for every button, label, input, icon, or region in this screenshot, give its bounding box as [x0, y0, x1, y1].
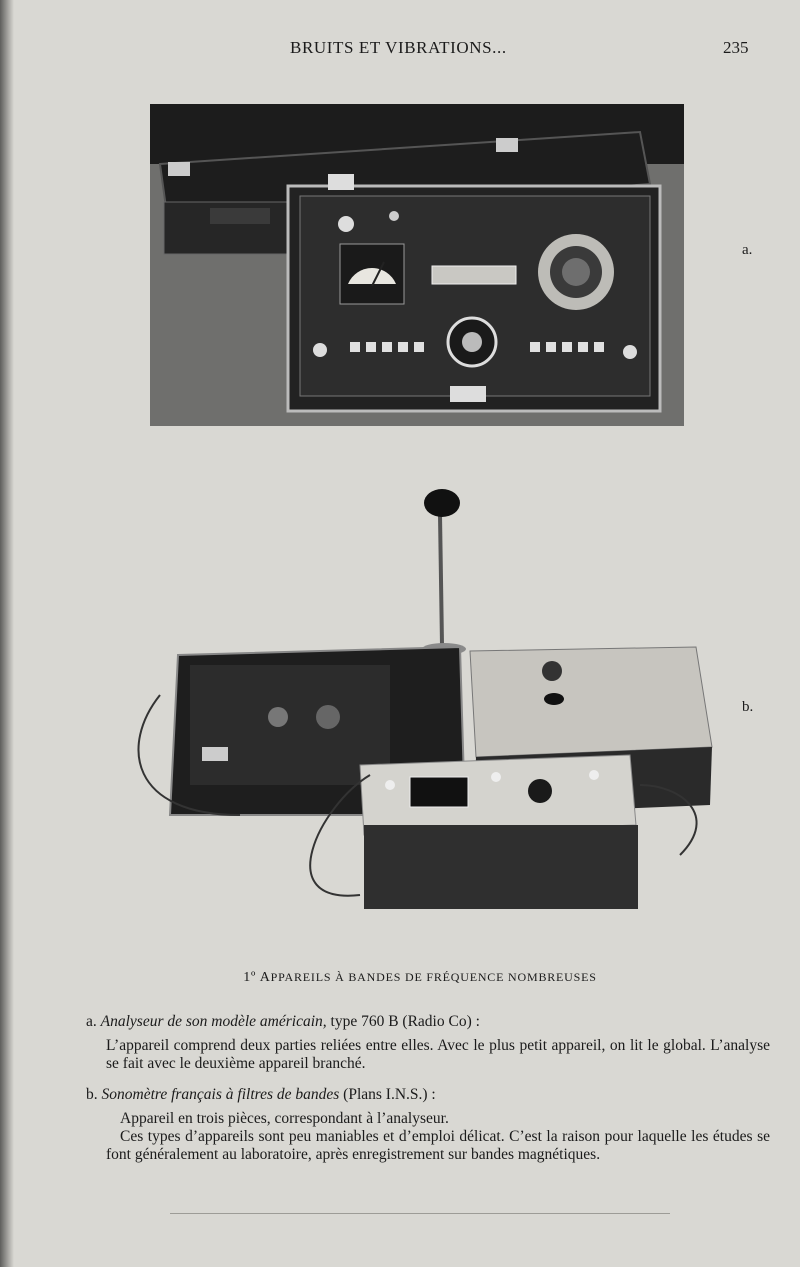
caption-first-letter: A — [259, 970, 271, 985]
item-a-title: Analyseur de son modèle américain, — [100, 1013, 327, 1030]
figure-b-photo — [120, 485, 720, 925]
figure-caption — [0, 970, 800, 986]
item-a-title-suffix: type 760 B (Radio Co) : — [326, 1013, 480, 1030]
page-binding-edge — [0, 0, 14, 1267]
running-title: BRUITS ET VIBRATIONS... — [290, 38, 507, 57]
page-header — [0, 36, 800, 62]
item-b-marker: b. — [86, 1086, 98, 1103]
item-a-body: L’appareil comprend deux parties reliées entre elles. Avec le plus petit appareil, on lit le global. L’analyse se fait avec le deuxième appareil branché. — [106, 1037, 770, 1072]
caption-prefix: 1º — [243, 970, 257, 985]
bottom-rule — [170, 1213, 670, 1214]
sound-level-meter-photo — [120, 485, 720, 925]
caption-rest: PPAREILS À BANDES DE FRÉQUENCE NOMBREUSES — [270, 970, 597, 984]
item-b-title: Sonomètre français à filtres de bandes — [101, 1086, 340, 1103]
figure-b-label: b. — [742, 699, 754, 715]
item-a-heading — [86, 1013, 480, 1031]
item-a-marker: a. — [86, 1013, 97, 1030]
figure-a-label: a. — [742, 242, 753, 258]
figure-a-photo — [150, 104, 684, 426]
item-b-body-line2: Ces types d’appareils sont peu maniables et d’emploi délicat. C’est la raison pour laquelle les études se font généralement au laboratoire, après enregistrement sur bandes magnétiques. — [106, 1128, 770, 1163]
page-number: 235 — [723, 38, 749, 57]
item-b-heading — [86, 1086, 436, 1104]
item-b-body-line1: Appareil en trois pièces, correspondant à l’analyseur. — [120, 1110, 449, 1127]
item-b-title-suffix: (Plans I.N.S.) : — [339, 1086, 436, 1103]
sound-analyzer-photo — [150, 104, 684, 426]
